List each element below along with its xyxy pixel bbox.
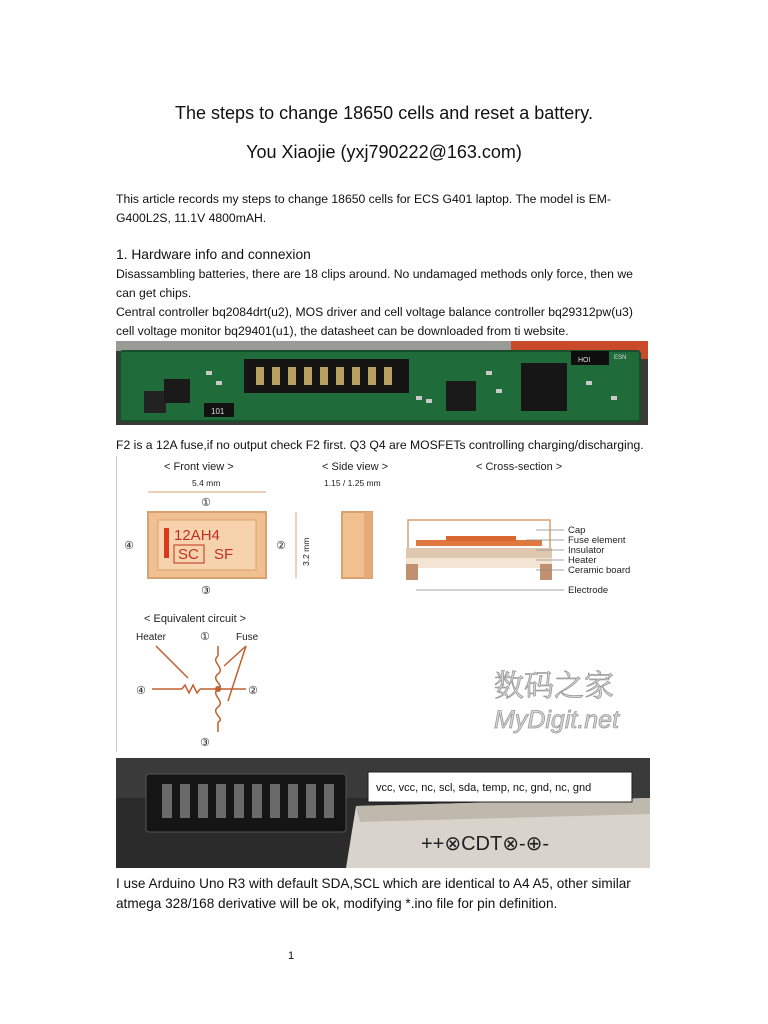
fuse-diagram bbox=[116, 456, 648, 752]
fuse-marking-line1: 12AH4 bbox=[174, 527, 220, 544]
height-dimension: 3.2 mm bbox=[301, 537, 311, 566]
watermark-en: MyDigit.net bbox=[494, 706, 620, 734]
pin1-label: ① bbox=[201, 497, 211, 509]
legend-electrode: Electrode bbox=[568, 585, 609, 596]
pin3-label: ③ bbox=[201, 585, 211, 597]
page-title: The steps to change 18650 cells and reset a battery. bbox=[175, 103, 593, 123]
legend-cap: Cap bbox=[568, 525, 586, 536]
pcb-label-101: 101 bbox=[211, 407, 225, 416]
pcb-label-esn: ESN bbox=[614, 355, 627, 361]
disassembly-paragraph: Disassambling batteries, there are 18 clips around. No undamaged methods only force, then we can get chips. bbox=[116, 267, 633, 300]
pinout-label: vcc, vcc, nc, scl, sda, temp, nc, gnd, nc, gnd bbox=[376, 782, 592, 794]
heater-label: Heater bbox=[136, 632, 167, 643]
author-line: You Xiaojie (yxj790222@163.com) bbox=[246, 142, 522, 162]
pin4-label: ④ bbox=[124, 540, 134, 552]
pin2-label: ② bbox=[276, 540, 286, 552]
page-number: 1 bbox=[288, 950, 295, 962]
pcb-label-hoi: HOI bbox=[578, 357, 591, 364]
legend-heater: Heater bbox=[568, 555, 597, 566]
section-heading: 1. Hardware info and connexion bbox=[116, 247, 311, 262]
front-view-label: < Front view > bbox=[164, 461, 234, 473]
controller-paragraph: Central controller bq2084drt(u2), MOS driver and cell voltage balance controller bq29312pw(u3) cell voltage monitor bq29401(u1), the datasheet can be downloaded from ti website. bbox=[116, 305, 633, 338]
pcb-photo bbox=[116, 341, 648, 425]
side-view-label: < Side view > bbox=[322, 461, 389, 473]
cross-section-label: < Cross-section > bbox=[476, 461, 563, 473]
circuit-pin4: ④ bbox=[136, 685, 146, 697]
fuse-marking-sf: SF bbox=[214, 546, 234, 563]
connector-photo bbox=[116, 758, 650, 868]
circuit-pin1: ① bbox=[200, 631, 210, 643]
circuit-pin2: ② bbox=[248, 685, 258, 697]
legend-insulator: Insulator bbox=[568, 545, 605, 556]
circuit-pin3: ③ bbox=[200, 737, 210, 749]
side-dimension: 1.15 / 1.25 mm bbox=[324, 478, 381, 488]
fuse-label: Fuse bbox=[236, 632, 259, 643]
fuse-marking-sc: SC bbox=[178, 546, 199, 563]
fuse-caption: F2 is a 12A fuse,if no output check F2 first. Q3 Q4 are MOSFETs controlling charging/discharging. bbox=[116, 438, 644, 452]
equiv-circuit-label: < Equivalent circuit > bbox=[144, 613, 247, 625]
watermark-cn: 数码之家 bbox=[494, 670, 614, 703]
width-dimension: 5.4 mm bbox=[192, 478, 221, 488]
handwritten-markings: ++⊗CDT⊗-⊕- bbox=[421, 833, 550, 855]
legend-ceramic-board: Ceramic board bbox=[568, 565, 631, 576]
legend-fuse-element: Fuse element bbox=[568, 535, 626, 546]
intro-paragraph: This article records my steps to change 18650 cells for ECS G401 laptop. The model is EM-G400L2S, 11.1V 4800mAH. bbox=[116, 192, 611, 225]
arduino-paragraph: I use Arduino Uno R3 with default SDA,SCL which are identical to A4 A5, other similar atmega 328/168 derivative will be ok, modifying *.ino file for pin definition. bbox=[116, 876, 631, 911]
